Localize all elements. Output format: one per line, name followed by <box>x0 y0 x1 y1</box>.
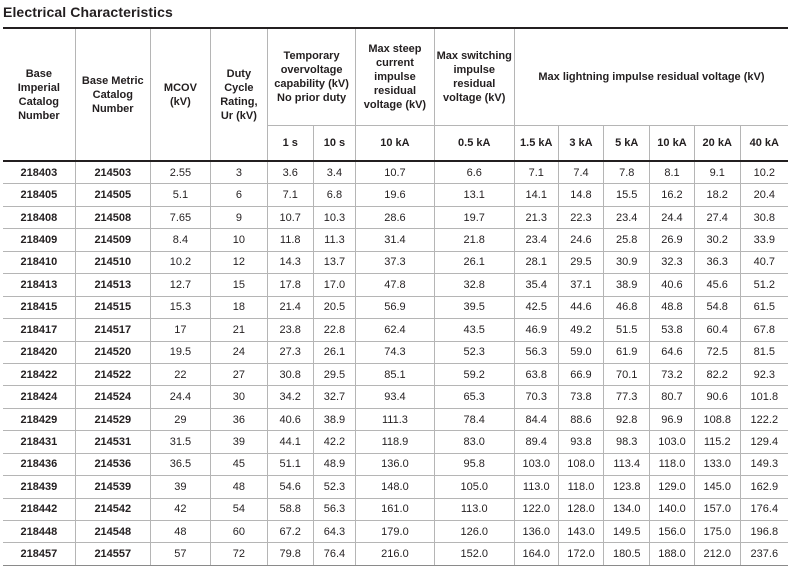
cell-steep-10ka: 62.4 <box>356 319 434 341</box>
cell-lightning-40ka: 237.6 <box>740 543 788 565</box>
table-row <box>3 319 788 341</box>
cell-lightning-1-5ka: 70.3 <box>514 386 558 408</box>
subheader-lightning-10ka: 10 kA <box>650 126 695 162</box>
table-row <box>3 251 788 273</box>
cell-steep-10ka: 74.3 <box>356 341 434 363</box>
cell-duty-cycle: 12 <box>210 251 267 273</box>
cell-duty-cycle: 60 <box>210 521 267 543</box>
cell-lightning-1-5ka: 35.4 <box>514 274 558 296</box>
cell-lightning-40ka: 129.4 <box>740 431 788 453</box>
header-temporary-overvoltage: Temporary overvoltage capability (kV) No prior duty <box>267 28 355 126</box>
cell-tov-10s: 42.2 <box>313 431 356 453</box>
cell-lightning-10ka: 188.0 <box>650 543 695 565</box>
cell-tov-10s: 48.9 <box>313 453 356 475</box>
subheader-steep-10ka: 10 kA <box>356 126 434 162</box>
cell-base-imperial: 218422 <box>3 363 75 385</box>
cell-lightning-40ka: 40.7 <box>740 251 788 273</box>
cell-switching-05ka: 105.0 <box>434 476 514 498</box>
cell-tov-1s: 54.6 <box>267 476 313 498</box>
cell-mcov: 42 <box>150 498 210 520</box>
cell-lightning-5ka: 51.5 <box>604 319 650 341</box>
cell-switching-05ka: 32.8 <box>434 274 514 296</box>
cell-base-metric: 214539 <box>75 476 150 498</box>
cell-tov-10s: 11.3 <box>313 229 356 251</box>
table-row <box>3 206 788 228</box>
cell-lightning-3ka: 88.6 <box>558 408 604 430</box>
cell-lightning-20ka: 90.6 <box>694 386 740 408</box>
cell-mcov: 12.7 <box>150 274 210 296</box>
cell-tov-1s: 7.1 <box>267 184 313 206</box>
cell-lightning-10ka: 40.6 <box>650 274 695 296</box>
cell-tov-10s: 6.8 <box>313 184 356 206</box>
cell-base-metric: 214510 <box>75 251 150 273</box>
cell-lightning-20ka: 27.4 <box>694 206 740 228</box>
cell-lightning-10ka: 64.6 <box>650 341 695 363</box>
cell-base-imperial: 218405 <box>3 184 75 206</box>
cell-base-imperial: 218448 <box>3 521 75 543</box>
cell-lightning-5ka: 77.3 <box>604 386 650 408</box>
cell-mcov: 19.5 <box>150 341 210 363</box>
cell-steep-10ka: 85.1 <box>356 363 434 385</box>
cell-lightning-20ka: 82.2 <box>694 363 740 385</box>
cell-base-imperial: 218431 <box>3 431 75 453</box>
cell-lightning-40ka: 101.8 <box>740 386 788 408</box>
cell-lightning-1-5ka: 14.1 <box>514 184 558 206</box>
cell-lightning-3ka: 37.1 <box>558 274 604 296</box>
cell-tov-10s: 3.4 <box>313 161 356 184</box>
cell-steep-10ka: 47.8 <box>356 274 434 296</box>
cell-steep-10ka: 28.6 <box>356 206 434 228</box>
cell-tov-10s: 22.8 <box>313 319 356 341</box>
cell-duty-cycle: 72 <box>210 543 267 565</box>
cell-base-imperial: 218413 <box>3 274 75 296</box>
cell-base-metric: 214529 <box>75 408 150 430</box>
cell-lightning-1-5ka: 122.0 <box>514 498 558 520</box>
cell-tov-10s: 76.4 <box>313 543 356 565</box>
header-lightning-impulse: Max lightning impulse residual voltage (kV) <box>514 28 788 126</box>
cell-switching-05ka: 19.7 <box>434 206 514 228</box>
cell-lightning-1-5ka: 103.0 <box>514 453 558 475</box>
cell-lightning-5ka: 61.9 <box>604 341 650 363</box>
cell-tov-1s: 40.6 <box>267 408 313 430</box>
cell-base-metric: 214548 <box>75 521 150 543</box>
cell-tov-1s: 44.1 <box>267 431 313 453</box>
cell-base-imperial: 218429 <box>3 408 75 430</box>
cell-mcov: 22 <box>150 363 210 385</box>
section-title: Electrical Characteristics <box>3 4 173 20</box>
cell-base-metric: 214531 <box>75 431 150 453</box>
cell-lightning-20ka: 145.0 <box>694 476 740 498</box>
cell-lightning-5ka: 123.8 <box>604 476 650 498</box>
cell-lightning-40ka: 67.8 <box>740 319 788 341</box>
subheader-switching-05ka: 0.5 kA <box>434 126 514 162</box>
cell-lightning-3ka: 143.0 <box>558 521 604 543</box>
cell-lightning-10ka: 24.4 <box>650 206 695 228</box>
header-steep-current: Max steep current impulse residual voltage (kV) <box>356 28 434 126</box>
cell-base-metric: 214503 <box>75 161 150 184</box>
cell-base-metric: 214520 <box>75 341 150 363</box>
cell-lightning-40ka: 162.9 <box>740 476 788 498</box>
cell-tov-1s: 67.2 <box>267 521 313 543</box>
cell-lightning-1-5ka: 21.3 <box>514 206 558 228</box>
cell-switching-05ka: 83.0 <box>434 431 514 453</box>
table-row <box>3 408 788 430</box>
cell-switching-05ka: 52.3 <box>434 341 514 363</box>
cell-mcov: 17 <box>150 319 210 341</box>
cell-duty-cycle: 9 <box>210 206 267 228</box>
cell-mcov: 48 <box>150 521 210 543</box>
cell-switching-05ka: 126.0 <box>434 521 514 543</box>
cell-lightning-20ka: 157.0 <box>694 498 740 520</box>
cell-lightning-20ka: 60.4 <box>694 319 740 341</box>
table-row <box>3 498 788 520</box>
cell-duty-cycle: 18 <box>210 296 267 318</box>
cell-lightning-10ka: 16.2 <box>650 184 695 206</box>
cell-base-metric: 214517 <box>75 319 150 341</box>
table-row <box>3 476 788 498</box>
cell-steep-10ka: 179.0 <box>356 521 434 543</box>
cell-lightning-20ka: 54.8 <box>694 296 740 318</box>
cell-mcov: 39 <box>150 476 210 498</box>
cell-lightning-1-5ka: 23.4 <box>514 229 558 251</box>
cell-steep-10ka: 111.3 <box>356 408 434 430</box>
cell-switching-05ka: 43.5 <box>434 319 514 341</box>
cell-lightning-5ka: 134.0 <box>604 498 650 520</box>
cell-tov-10s: 52.3 <box>313 476 356 498</box>
cell-switching-05ka: 78.4 <box>434 408 514 430</box>
table-row <box>3 184 788 206</box>
cell-base-metric: 214513 <box>75 274 150 296</box>
subheader-lightning-5ka: 5 kA <box>604 126 650 162</box>
table-row <box>3 386 788 408</box>
table-row <box>3 453 788 475</box>
cell-switching-05ka: 113.0 <box>434 498 514 520</box>
cell-lightning-3ka: 118.0 <box>558 476 604 498</box>
cell-lightning-1-5ka: 28.1 <box>514 251 558 273</box>
cell-tov-10s: 56.3 <box>313 498 356 520</box>
cell-lightning-5ka: 92.8 <box>604 408 650 430</box>
header-duty-cycle: Duty Cycle Rating, Ur (kV) <box>210 28 267 161</box>
cell-switching-05ka: 152.0 <box>434 543 514 565</box>
cell-duty-cycle: 15 <box>210 274 267 296</box>
subheader-lightning-1-5ka: 1.5 kA <box>514 126 558 162</box>
cell-lightning-5ka: 15.5 <box>604 184 650 206</box>
cell-mcov: 7.65 <box>150 206 210 228</box>
cell-steep-10ka: 56.9 <box>356 296 434 318</box>
subheader-tov-10s: 10 s <box>313 126 356 162</box>
cell-base-imperial: 218415 <box>3 296 75 318</box>
cell-tov-1s: 17.8 <box>267 274 313 296</box>
cell-lightning-3ka: 22.3 <box>558 206 604 228</box>
table-row <box>3 363 788 385</box>
cell-duty-cycle: 45 <box>210 453 267 475</box>
cell-lightning-40ka: 122.2 <box>740 408 788 430</box>
cell-steep-10ka: 19.6 <box>356 184 434 206</box>
cell-lightning-10ka: 129.0 <box>650 476 695 498</box>
table-row <box>3 543 788 565</box>
cell-lightning-40ka: 61.5 <box>740 296 788 318</box>
cell-lightning-40ka: 30.8 <box>740 206 788 228</box>
cell-lightning-40ka: 81.5 <box>740 341 788 363</box>
cell-tov-1s: 14.3 <box>267 251 313 273</box>
cell-tov-10s: 29.5 <box>313 363 356 385</box>
cell-duty-cycle: 30 <box>210 386 267 408</box>
cell-base-imperial: 218442 <box>3 498 75 520</box>
cell-lightning-5ka: 23.4 <box>604 206 650 228</box>
cell-tov-10s: 64.3 <box>313 521 356 543</box>
cell-lightning-20ka: 115.2 <box>694 431 740 453</box>
cell-lightning-20ka: 72.5 <box>694 341 740 363</box>
cell-base-imperial: 218420 <box>3 341 75 363</box>
cell-tov-10s: 20.5 <box>313 296 356 318</box>
cell-mcov: 15.3 <box>150 296 210 318</box>
cell-base-metric: 214508 <box>75 206 150 228</box>
cell-lightning-10ka: 118.0 <box>650 453 695 475</box>
cell-lightning-40ka: 20.4 <box>740 184 788 206</box>
table-row <box>3 521 788 543</box>
header-base-metric: Base Metric Catalog Number <box>75 28 150 161</box>
cell-tov-1s: 51.1 <box>267 453 313 475</box>
header-base-imperial: Base Imperial Catalog Number <box>3 28 75 161</box>
cell-base-metric: 214542 <box>75 498 150 520</box>
cell-lightning-20ka: 30.2 <box>694 229 740 251</box>
cell-lightning-40ka: 176.4 <box>740 498 788 520</box>
cell-lightning-5ka: 149.5 <box>604 521 650 543</box>
cell-base-imperial: 218417 <box>3 319 75 341</box>
electrical-characteristics-table <box>3 27 788 566</box>
cell-tov-10s: 26.1 <box>313 341 356 363</box>
cell-tov-1s: 27.3 <box>267 341 313 363</box>
table-body <box>3 161 788 565</box>
cell-lightning-10ka: 140.0 <box>650 498 695 520</box>
cell-steep-10ka: 93.4 <box>356 386 434 408</box>
cell-lightning-1-5ka: 164.0 <box>514 543 558 565</box>
cell-lightning-20ka: 108.8 <box>694 408 740 430</box>
cell-lightning-3ka: 108.0 <box>558 453 604 475</box>
cell-lightning-10ka: 26.9 <box>650 229 695 251</box>
table-row <box>3 341 788 363</box>
cell-lightning-1-5ka: 113.0 <box>514 476 558 498</box>
cell-switching-05ka: 6.6 <box>434 161 514 184</box>
cell-tov-1s: 30.8 <box>267 363 313 385</box>
table-row <box>3 161 788 184</box>
cell-mcov: 10.2 <box>150 251 210 273</box>
cell-lightning-20ka: 175.0 <box>694 521 740 543</box>
cell-steep-10ka: 37.3 <box>356 251 434 273</box>
cell-steep-10ka: 118.9 <box>356 431 434 453</box>
header-mcov: MCOV (kV) <box>150 28 210 161</box>
cell-lightning-3ka: 66.9 <box>558 363 604 385</box>
cell-base-metric: 214522 <box>75 363 150 385</box>
cell-lightning-3ka: 59.0 <box>558 341 604 363</box>
cell-tov-10s: 10.3 <box>313 206 356 228</box>
cell-lightning-40ka: 196.8 <box>740 521 788 543</box>
cell-duty-cycle: 39 <box>210 431 267 453</box>
cell-base-imperial: 218403 <box>3 161 75 184</box>
cell-lightning-10ka: 53.8 <box>650 319 695 341</box>
cell-tov-10s: 17.0 <box>313 274 356 296</box>
table-row <box>3 296 788 318</box>
cell-tov-10s: 38.9 <box>313 408 356 430</box>
cell-lightning-1-5ka: 84.4 <box>514 408 558 430</box>
header-switching-impulse: Max switching impulse residual voltage (kV) <box>434 28 514 126</box>
cell-duty-cycle: 27 <box>210 363 267 385</box>
cell-duty-cycle: 10 <box>210 229 267 251</box>
cell-tov-1s: 21.4 <box>267 296 313 318</box>
cell-duty-cycle: 6 <box>210 184 267 206</box>
cell-lightning-40ka: 149.3 <box>740 453 788 475</box>
cell-lightning-40ka: 10.2 <box>740 161 788 184</box>
cell-lightning-5ka: 180.5 <box>604 543 650 565</box>
cell-base-imperial: 218436 <box>3 453 75 475</box>
cell-lightning-40ka: 92.3 <box>740 363 788 385</box>
cell-lightning-1-5ka: 89.4 <box>514 431 558 453</box>
cell-base-metric: 214536 <box>75 453 150 475</box>
cell-lightning-3ka: 172.0 <box>558 543 604 565</box>
table-row <box>3 431 788 453</box>
cell-mcov: 2.55 <box>150 161 210 184</box>
cell-lightning-5ka: 38.9 <box>604 274 650 296</box>
cell-steep-10ka: 161.0 <box>356 498 434 520</box>
cell-lightning-3ka: 49.2 <box>558 319 604 341</box>
cell-mcov: 57 <box>150 543 210 565</box>
cell-duty-cycle: 36 <box>210 408 267 430</box>
cell-switching-05ka: 26.1 <box>434 251 514 273</box>
cell-switching-05ka: 65.3 <box>434 386 514 408</box>
cell-base-imperial: 218409 <box>3 229 75 251</box>
cell-base-imperial: 218439 <box>3 476 75 498</box>
cell-lightning-1-5ka: 7.1 <box>514 161 558 184</box>
cell-lightning-20ka: 45.6 <box>694 274 740 296</box>
cell-lightning-1-5ka: 63.8 <box>514 363 558 385</box>
cell-lightning-3ka: 73.8 <box>558 386 604 408</box>
cell-tov-1s: 23.8 <box>267 319 313 341</box>
cell-duty-cycle: 21 <box>210 319 267 341</box>
cell-base-imperial: 218408 <box>3 206 75 228</box>
cell-lightning-5ka: 30.9 <box>604 251 650 273</box>
cell-lightning-1-5ka: 136.0 <box>514 521 558 543</box>
subheader-lightning-40ka: 40 kA <box>740 126 788 162</box>
cell-lightning-10ka: 156.0 <box>650 521 695 543</box>
cell-duty-cycle: 48 <box>210 476 267 498</box>
cell-lightning-5ka: 46.8 <box>604 296 650 318</box>
cell-lightning-20ka: 18.2 <box>694 184 740 206</box>
cell-tov-10s: 13.7 <box>313 251 356 273</box>
cell-tov-1s: 58.8 <box>267 498 313 520</box>
cell-lightning-3ka: 44.6 <box>558 296 604 318</box>
cell-lightning-1-5ka: 56.3 <box>514 341 558 363</box>
cell-base-imperial: 218410 <box>3 251 75 273</box>
cell-base-metric: 214515 <box>75 296 150 318</box>
cell-steep-10ka: 136.0 <box>356 453 434 475</box>
cell-lightning-20ka: 9.1 <box>694 161 740 184</box>
cell-tov-1s: 11.8 <box>267 229 313 251</box>
cell-duty-cycle: 24 <box>210 341 267 363</box>
cell-lightning-40ka: 51.2 <box>740 274 788 296</box>
cell-lightning-5ka: 7.8 <box>604 161 650 184</box>
cell-lightning-3ka: 29.5 <box>558 251 604 273</box>
subheader-lightning-20ka: 20 kA <box>694 126 740 162</box>
cell-switching-05ka: 59.2 <box>434 363 514 385</box>
cell-tov-10s: 32.7 <box>313 386 356 408</box>
cell-lightning-10ka: 80.7 <box>650 386 695 408</box>
cell-lightning-1-5ka: 42.5 <box>514 296 558 318</box>
cell-lightning-20ka: 212.0 <box>694 543 740 565</box>
subheader-tov-1s: 1 s <box>267 126 313 162</box>
cell-duty-cycle: 3 <box>210 161 267 184</box>
cell-base-metric: 214509 <box>75 229 150 251</box>
cell-lightning-5ka: 25.8 <box>604 229 650 251</box>
cell-lightning-20ka: 36.3 <box>694 251 740 273</box>
cell-steep-10ka: 10.7 <box>356 161 434 184</box>
cell-tov-1s: 3.6 <box>267 161 313 184</box>
cell-switching-05ka: 39.5 <box>434 296 514 318</box>
cell-lightning-5ka: 70.1 <box>604 363 650 385</box>
cell-base-metric: 214505 <box>75 184 150 206</box>
cell-lightning-10ka: 96.9 <box>650 408 695 430</box>
cell-lightning-3ka: 128.0 <box>558 498 604 520</box>
subheader-lightning-3ka: 3 kA <box>558 126 604 162</box>
cell-base-imperial: 218457 <box>3 543 75 565</box>
cell-switching-05ka: 13.1 <box>434 184 514 206</box>
cell-lightning-3ka: 14.8 <box>558 184 604 206</box>
table-header <box>3 28 788 161</box>
cell-lightning-3ka: 24.6 <box>558 229 604 251</box>
cell-mcov: 5.1 <box>150 184 210 206</box>
cell-lightning-5ka: 98.3 <box>604 431 650 453</box>
cell-lightning-10ka: 48.8 <box>650 296 695 318</box>
cell-mcov: 24.4 <box>150 386 210 408</box>
cell-lightning-1-5ka: 46.9 <box>514 319 558 341</box>
cell-lightning-10ka: 8.1 <box>650 161 695 184</box>
cell-base-imperial: 218424 <box>3 386 75 408</box>
cell-base-metric: 214557 <box>75 543 150 565</box>
cell-duty-cycle: 54 <box>210 498 267 520</box>
cell-base-metric: 214524 <box>75 386 150 408</box>
cell-tov-1s: 79.8 <box>267 543 313 565</box>
table-row <box>3 229 788 251</box>
cell-steep-10ka: 216.0 <box>356 543 434 565</box>
cell-lightning-10ka: 103.0 <box>650 431 695 453</box>
cell-lightning-3ka: 7.4 <box>558 161 604 184</box>
cell-switching-05ka: 95.8 <box>434 453 514 475</box>
cell-lightning-3ka: 93.8 <box>558 431 604 453</box>
cell-lightning-20ka: 133.0 <box>694 453 740 475</box>
cell-mcov: 29 <box>150 408 210 430</box>
table-row <box>3 274 788 296</box>
cell-lightning-5ka: 113.4 <box>604 453 650 475</box>
cell-mcov: 31.5 <box>150 431 210 453</box>
cell-lightning-10ka: 32.3 <box>650 251 695 273</box>
cell-tov-1s: 10.7 <box>267 206 313 228</box>
cell-steep-10ka: 31.4 <box>356 229 434 251</box>
cell-tov-1s: 34.2 <box>267 386 313 408</box>
cell-lightning-10ka: 73.2 <box>650 363 695 385</box>
cell-mcov: 36.5 <box>150 453 210 475</box>
cell-steep-10ka: 148.0 <box>356 476 434 498</box>
cell-switching-05ka: 21.8 <box>434 229 514 251</box>
cell-mcov: 8.4 <box>150 229 210 251</box>
cell-lightning-40ka: 33.9 <box>740 229 788 251</box>
